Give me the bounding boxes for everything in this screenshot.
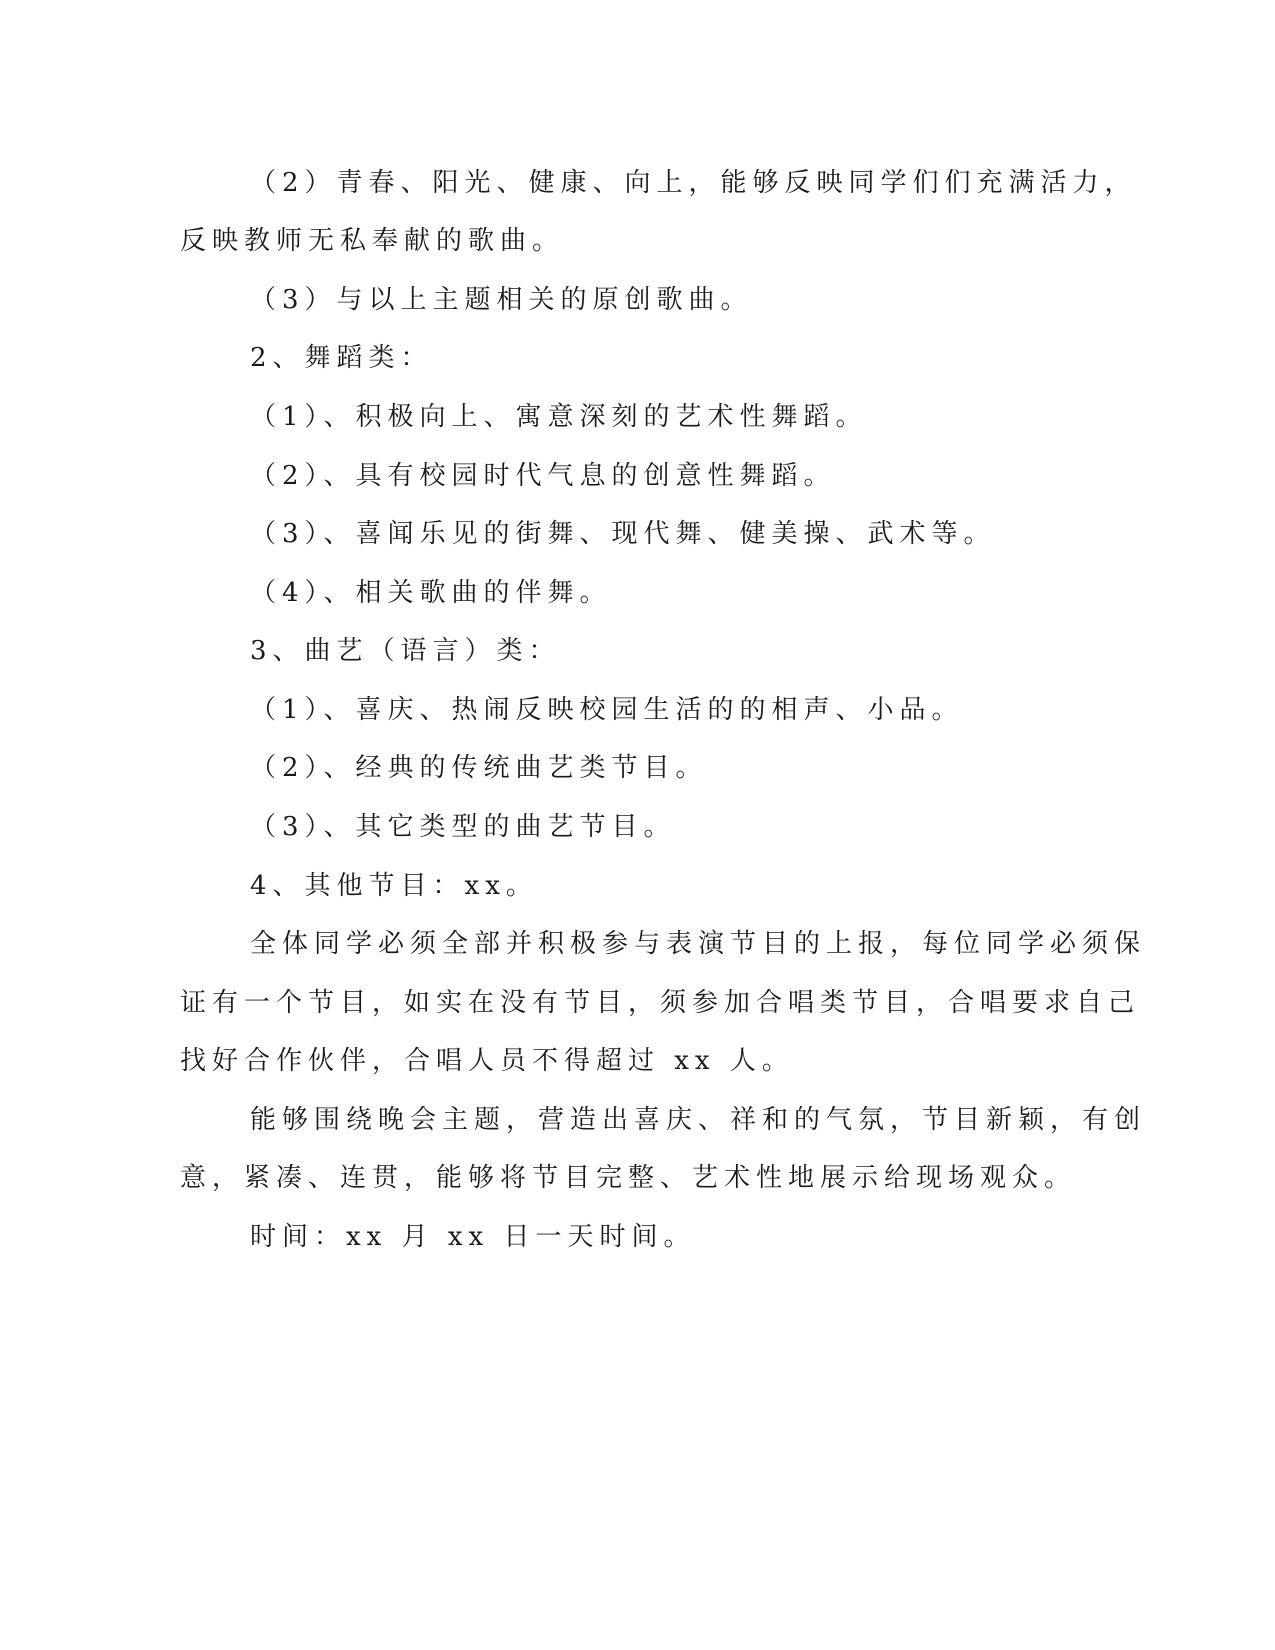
paragraph-line: 时间：xx 月 xx 日一天时间。 [250,1222,696,1252]
paragraph-line: 找好合作伙伴，合唱人员不得超过 xx 人。 [180,1046,794,1076]
paragraph-line: 证有一个节目，如实在没有节目，须参加合唱类节目，合唱要求自己 [180,988,1141,1018]
paragraph-line: 全体同学必须全部并积极参与表演节目的上报，每位同学必须保 [250,929,1147,959]
paragraph-line: （3）与以上主题相关的原创歌曲。 [250,285,753,315]
list-item: （3）、喜闻乐见的街舞、现代舞、健美操、武术等。 [250,519,996,549]
paragraph-line: 反映教师无私奉献的歌曲。 [180,226,565,256]
list-item: （2）、具有校园时代气息的创意性舞蹈。 [250,461,836,491]
list-item: （3）、其它类型的曲艺节目。 [250,812,676,842]
paragraph-line: 能够围绕晚会主题，营造出喜庆、祥和的气氛，节目新颖，有创 [250,1105,1147,1135]
paragraph-line: （2）青春、阳光、健康、向上，能够反映同学们们充满活力， [250,168,1137,198]
section-heading: 4、其他节目：xx。 [250,871,538,901]
section-heading: 2、舞蹈类： [250,343,433,373]
paragraph-line: 意，紧凑、连贯，能够将节目完整、艺术性地展示给现场观众。 [180,1163,1077,1193]
list-item: （4）、相关歌曲的伴舞。 [250,578,612,608]
list-item: （1）、喜庆、热闹反映校园生活的的相声、小品。 [250,695,964,725]
section-heading: 3、曲艺（语言）类： [250,636,561,666]
list-item: （2）、经典的传统曲艺类节目。 [250,753,708,783]
list-item: （1）、积极向上、寓意深刻的艺术性舞蹈。 [250,402,868,432]
